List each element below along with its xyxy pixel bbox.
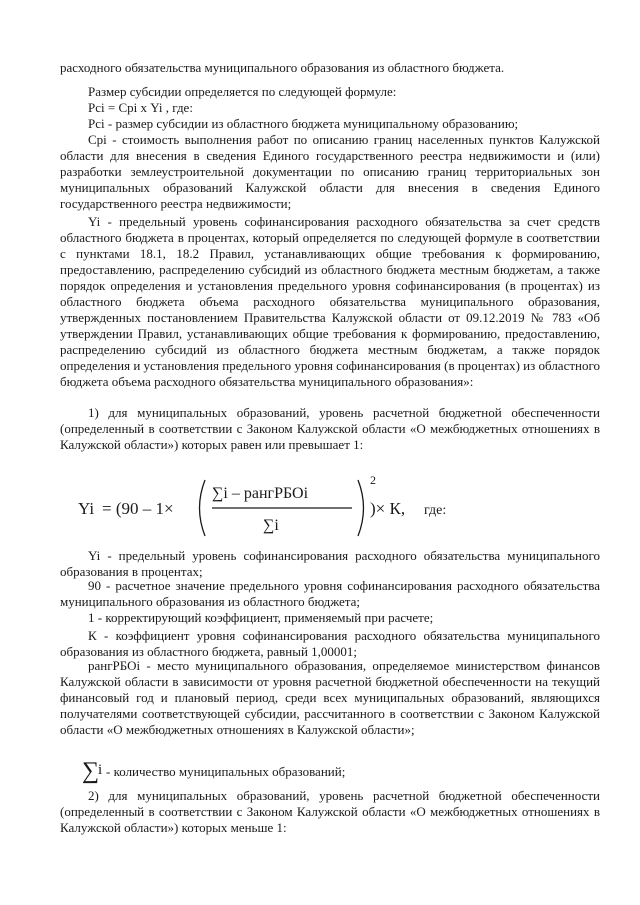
sum-definition: - количество муниципальных образований; [106, 764, 346, 779]
paren-left [200, 480, 206, 536]
sum-var: i [98, 762, 103, 778]
formula-power: 2 [370, 473, 376, 487]
def-yi: Yi - предельный уровень софинансирования расходного обязательства муниципального образования в процентах; [60, 548, 600, 579]
formula-lhs: Yi [78, 499, 95, 518]
def-sum [60, 758, 600, 784]
formula-inline: Рсi = Срi х Yi , где: [88, 100, 193, 115]
formula-tail: )× К, [370, 499, 406, 518]
formula-yi [70, 468, 490, 548]
paren-right [358, 480, 364, 536]
formula-where: где: [424, 503, 447, 518]
def-90: 90 - расчетное значение предельного уровня софинансирования расходного обязательства муниципального образования из областного бюджета; [60, 578, 600, 609]
formula-sum-bottom: ∑i [263, 517, 279, 534]
paragraph-case-2: 2) для муниципальных образований, уровень расчетной бюджетной обеспеченности (определенный в соответствии с Законом Калужской области «О межбюджетных отношениях в Калужской области») которых меньше 1: [60, 788, 600, 835]
paragraph-yi: Yi - предельный уровень софинансирования расходного обязательства за счет средств областного бюджета в процентах, который определяется по следующей формуле в соответствии с пунктами 18.1, 18.2 Правил, устанавливающих общие требования к формированию, предоставлению, распределению субсидий из областного бюджета местным бюджетам, а также порядок определения и установления предельного уровня софинансирования (в процентах) из областного бюджета объема расходного обязательства муниципального образования, утвержденных постановлением Правительства Калужской области от 09.12.2019 № 783 «Об утверждении Правил, устанавливающих общие требования к формированию, предоставлению, распределению субсидий из областного бюджета местным бюджетам, а также порядок определения и установления предельного уровня софинансирования (в процентах) из областного бюджета объема расходного обязательства муниципального образования»: [60, 214, 600, 389]
def-1: 1 - корректирующий коэффициент, применяемый при расчете; [88, 610, 434, 625]
paragraph-size: Размер субсидии определяется по следующей формуле: [88, 84, 397, 99]
def-rank: рангРБОi - место муниципального образования, определяемое министерством финансов Калужской области в зависимости от уровня расчетной бюджетной обеспеченности на текущий финансовый год и плановый период, среди всех муниципальных образований, являющихся получателями соответствующей субсидии, рассчитанного в соответствии с Законом Калужской области «О межбюджетных отношениях в Калужской области»; [60, 658, 600, 737]
formula-eq: = (90 – 1× [102, 499, 174, 518]
paragraph-cpi: Срi - стоимость выполнения работ по описанию границ населенных пунктов Калужской области для внесения в сведения Единого государственного реестра недвижимости и (или) разработки землеустроительной документации по описанию границ территориальных зон муниципальных образований Калужской области для внесения в сведения Единого государственного реестра недвижимости; [60, 132, 600, 211]
sum-symbol: ∑ [82, 758, 100, 784]
formula-sum-top: ∑i – рангРБОi [212, 485, 309, 502]
paragraph-pci: Рсi - размер субсидии из областного бюджета муниципальному образованию; [88, 116, 519, 131]
def-k: К - коэффициент уровня софинансирования расходного обязательства муниципального образования из областного бюджета, равный 1,00001; [60, 628, 600, 659]
paragraph-intro: расходного обязательства муниципального образования из областного бюджета. [60, 60, 505, 75]
paragraph-case-1: 1) для муниципальных образований, уровень расчетной бюджетной обеспеченности (определенный в соответствии с Законом Калужской области «О межбюджетных отношениях в Калужской области») которых равен или превышает 1: [60, 405, 600, 452]
